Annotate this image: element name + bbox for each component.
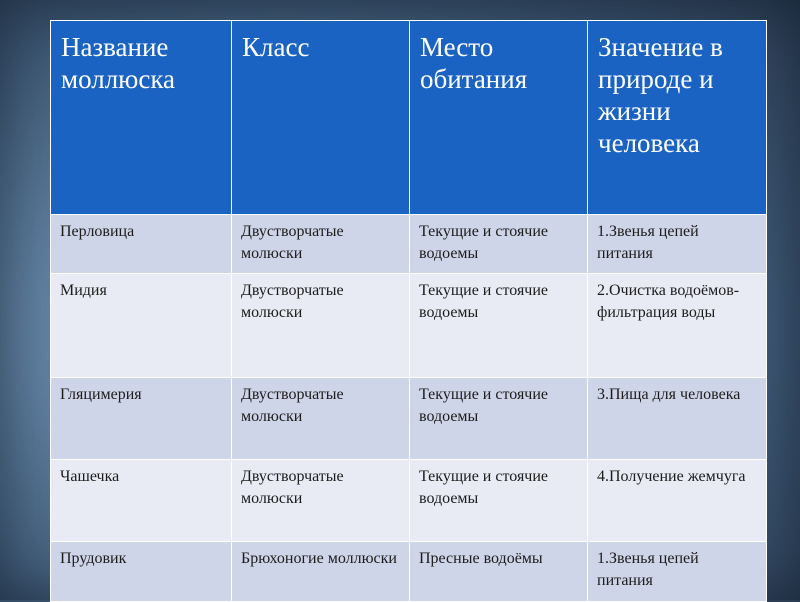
cell-significance: 3.Пища для человека [588, 378, 767, 460]
cell-mollusk-name: Прудовик [51, 542, 232, 602]
cell-mollusk-name: Чашечка [51, 460, 232, 542]
cell-mollusk-name: Мидия [51, 274, 232, 378]
cell-class: Двустворчатые молюски [232, 274, 410, 378]
cell-class: Двустворчатые молюски [232, 215, 410, 274]
table-row [51, 215, 767, 274]
cell-significance: 1.Звенья цепей питания [588, 215, 767, 274]
cell-habitat: Пресные водоёмы [410, 542, 588, 602]
cell-habitat: Текущие и стоячие водоемы [410, 274, 588, 378]
cell-class: Двустворчатые молюски [232, 460, 410, 542]
header-significance: Значение в природе и жизни человека [588, 21, 767, 215]
header-mollusk-name: Название моллюска [51, 21, 232, 215]
cell-mollusk-name: Гляцимерия [51, 378, 232, 460]
table-header-row [51, 21, 767, 215]
table-row [51, 542, 767, 602]
cell-habitat: Текущие и стоячие водоемы [410, 215, 588, 274]
table-row [51, 460, 767, 542]
header-habitat: Место обитания [410, 21, 588, 215]
cell-class: Двустворчатые молюски [232, 378, 410, 460]
header-class: Класс [232, 21, 410, 215]
cell-significance: 1.Звенья цепей питания [588, 542, 767, 602]
mollusk-table [50, 20, 767, 602]
cell-mollusk-name: Перловица [51, 215, 232, 274]
cell-habitat: Текущие и стоячие водоемы [410, 460, 588, 542]
cell-significance: 4.Получение жемчуга [588, 460, 767, 542]
table-row [51, 378, 767, 460]
cell-habitat: Текущие и стоячие водоемы [410, 378, 588, 460]
cell-significance: 2.Очистка водоёмов-фильтрация воды [588, 274, 767, 378]
cell-class: Брюхоногие моллюски [232, 542, 410, 602]
table-row [51, 274, 767, 378]
